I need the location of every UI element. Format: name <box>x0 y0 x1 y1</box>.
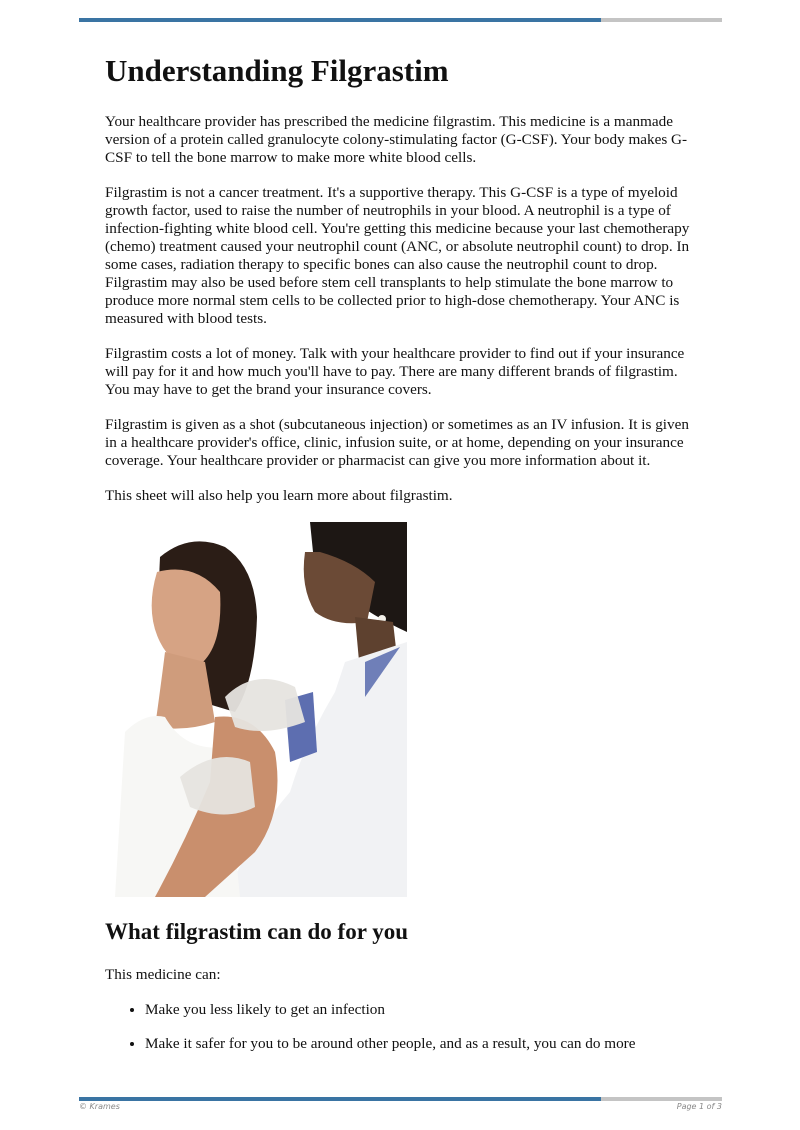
page-title: Understanding Filgrastim <box>105 53 449 88</box>
header-bar-gray <box>601 18 722 22</box>
footer-bar-blue <box>79 1097 601 1101</box>
footer-bar-gray <box>601 1097 722 1101</box>
top-header-bar <box>79 18 722 22</box>
section-heading: What filgrastim can do for you <box>105 919 409 945</box>
paragraph-administration: Filgrastim is given as a shot (subcutaneous injection) or sometimes as an IV infusion. It is given in a healthcare provider's office, clinic, infusion suite, or at home, depending on your insurance coverage. Your healthcare provider or pharmacist can give you more information about it. <box>105 416 689 470</box>
footer-bar <box>79 1097 722 1101</box>
paragraph-supportive-therapy: Filgrastim is not a cancer treatment. It's a supportive therapy. This G-CSF is a type of myeloid growth factor, used to raise the number of neutrophils in your blood. A neutrophil is a type of infection-fighting white blood cell. You're getting this medicine because your last chemotherapy (chemo) treatment caused your neutrophil count (ANC, or absolute neutrophil count) to drop. In some cases, radiation therapy to specific bones can also cause the neutrophil count to drop. Filgrastim may also be used before stem cell transplants to help stimulate the bone marrow to produce more normal stem cells to be collected prior to high-dose chemotherapy. Your ANC is measured with blood tests. <box>105 184 690 328</box>
header-bar-blue <box>79 18 601 22</box>
paragraph-cost: Filgrastim costs a lot of money. Talk with your healthcare provider to find out if your insurance will pay for it and how much you'll have to pay. There are many different brands of filgrastim. You may have to get the brand your insurance covers. <box>105 345 685 399</box>
list-item: • Make it safer for you to be around other people, and as a result, you can do more <box>145 1035 697 1053</box>
footer-page-number: Page 1 of 3 <box>676 1102 722 1111</box>
paragraph-intro: Your healthcare provider has prescribed the medicine filgrastim. This medicine is a manmade version of a protein called granulocyte colony-stimulating factor (G-CSF). Your body makes G-CSF to tell the bone marrow to make more white blood cells. <box>105 113 688 167</box>
list-item: • Make you less likely to get an infection <box>145 1001 697 1019</box>
section-intro: This medicine can: <box>105 965 221 983</box>
paragraph-sheet-note: This sheet will also help you learn more about filgrastim. <box>105 487 453 505</box>
footer-copyright: © Krames <box>79 1102 120 1111</box>
document-body <box>105 52 697 1069</box>
injection-photo <box>105 522 407 897</box>
benefits-list <box>105 1001 697 1053</box>
